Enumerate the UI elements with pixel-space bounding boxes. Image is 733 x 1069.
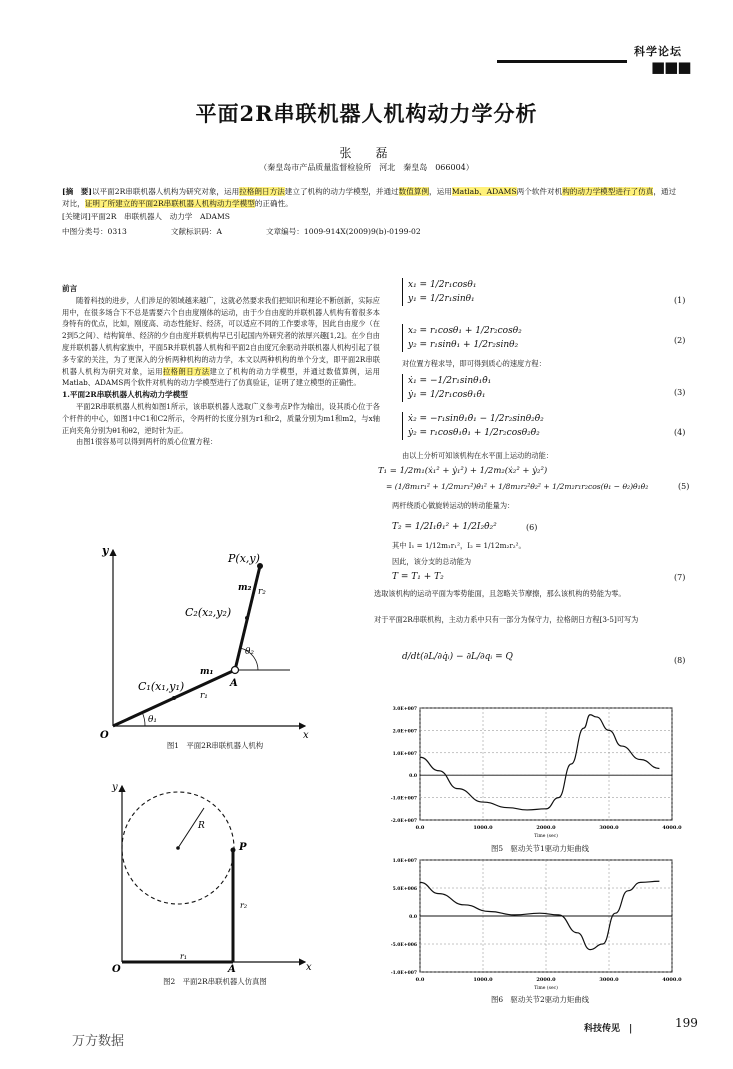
- chart5-y-tick-label: -1.0E+007: [390, 796, 417, 802]
- fig1-label-y: y: [102, 544, 109, 557]
- figure-5-torque-chart: [380, 700, 690, 838]
- section-1-paragraph-1: 平面2R串联机器人机构如图1所示，该串联机器人选取广义参考点P作为输出，设其质心位于各个杆件的中心，如图1中C1和C2所示，令两杆的长度分别为r1和r2，质量分别为m1和m2，与x轴正向夹角分别为θ1和θ2，逆时针为正。: [62, 401, 380, 435]
- equation-4: [402, 412, 544, 440]
- fig1-centroid-c2: [245, 616, 249, 620]
- paper-title: 平面2R串联机器人机构动力学分析: [195, 101, 538, 126]
- chart5-x-tick-label: 1000.0: [473, 825, 493, 831]
- abstract-text-5: ，通过对比，: [62, 187, 677, 208]
- fig2-label-p: P: [239, 842, 247, 853]
- fig2-point-p: [231, 848, 236, 853]
- abstract-text-3: ，运用: [429, 187, 452, 196]
- author-name: 张 磊: [339, 146, 394, 160]
- abstract: [62, 186, 682, 209]
- fig1-label-m1: m₁: [200, 667, 214, 677]
- fig1-label-a: A: [230, 678, 238, 689]
- text-velocity-intro: 对位置方程求导，即可得到质心的速度方程：: [402, 359, 546, 368]
- chart5-y-tick-label: 1.0E+007: [392, 751, 417, 757]
- equation-5-line-b: = (1/8m₁r₁² + 1/2m₂r₁²)θ̇₁² + 1/8m₂r₂²θ̇₂² + 1/2m₂r₁r₂cos(θ₁ − θ₂)θ̇₁θ̇₂: [386, 482, 649, 491]
- chart6-y-tick-label: -1.0E+007: [390, 971, 417, 976]
- equation-3: [402, 374, 491, 402]
- abstract-highlight-3: Matlab、ADAMS: [451, 187, 517, 196]
- page-number: 199: [675, 1016, 698, 1030]
- text-total-energy-intro: 因此，该分支的总动能为: [392, 557, 472, 566]
- equation-3-line-b: ẏ₁ = 1/2r₁cosθ₁θ̇₁: [408, 390, 486, 400]
- header-rule: [497, 60, 627, 63]
- equation-2-line-a: x₂ = r₁cosθ₁ + 1/2r₂cosθ₂: [408, 326, 522, 336]
- chart6-y-tick-label: 1.0E+007: [392, 859, 417, 864]
- left-column-text: [62, 283, 380, 448]
- preface-highlight: 拉格朗日方法: [163, 366, 210, 376]
- equation-7-number: (7): [674, 573, 686, 582]
- abstract-text-6: 的正确性。: [254, 198, 293, 208]
- chart5-y-tick-label: 2.0E+007: [392, 729, 417, 735]
- chart5-x-tick-label: 2000.0: [536, 825, 556, 831]
- chart6-x-tick-label: 4000.0: [662, 977, 682, 983]
- fig2-label-y: y: [112, 782, 118, 793]
- fig1-label-p: P(x,y): [228, 552, 260, 565]
- abstract-highlight-2: 数值算例: [398, 187, 430, 196]
- equation-1-number: (1): [674, 296, 686, 305]
- author-affiliation: （秦皇岛市产品质量监督检验所 河北 秦皇岛 066004）: [259, 163, 474, 172]
- figure-6-torque-chart: [380, 852, 690, 990]
- preface-heading: 前言: [62, 284, 78, 293]
- text-kinetic-energy-intro: 由以上分析可知该机构在水平面上运动的动能：: [402, 451, 553, 460]
- chart6-x-tick-label: 0.0: [415, 977, 425, 983]
- database-watermark: 万方数据: [72, 1034, 125, 1049]
- figure-6-caption: 图6 驱动关节2驱动力矩曲线: [490, 995, 590, 1004]
- figure-2-caption: 图2 平面2R串联机器人仿真图: [163, 977, 267, 986]
- chart5-x-axis-label: Time (sec): [534, 834, 558, 838]
- chart5-y-tick-label: 0.0: [409, 774, 417, 780]
- fig2-label-r1: r₁: [180, 952, 188, 961]
- equation-5-number: (5): [678, 482, 690, 491]
- abstract-highlight-1: 拉格朗日方法: [239, 187, 285, 196]
- fig2-label-a: A: [228, 964, 236, 972]
- fig2-label-x: x: [306, 962, 312, 972]
- figure-1-mechanism-diagram: [90, 538, 340, 738]
- equation-1: [402, 278, 476, 306]
- fig1-label-c2: C₂(x₂,y₂): [185, 606, 232, 619]
- equation-6-inertia: 其中 I₁ = 1/12m₁r₁²，I₂ = 1/12m₂r₂²。: [392, 541, 526, 550]
- preface-text-2: 建立了机构的动力学模型，并通过数值算例，运用Matlab、ADAMS两个软件对机构的动力学模型进行了仿真验证，证明了建立模型的正确性。: [62, 366, 380, 388]
- section-1-paragraph-2: 由图1很容易可以得到两杆的质心位置方程：: [76, 437, 218, 447]
- fig1-centroid-c1: [172, 696, 176, 700]
- equation-3-number: (3): [674, 388, 686, 397]
- equation-4-number: (4): [674, 428, 686, 437]
- journal-logo-mark: ■■■: [651, 58, 691, 76]
- equation-7: T = T₁ + T₂: [392, 572, 444, 582]
- chart6-x-tick-label: 3000.0: [599, 977, 619, 983]
- chart6-x-tick-label: 1000.0: [473, 977, 493, 983]
- figure-1-caption: 图1 平面2R串联机器人机构: [166, 741, 264, 750]
- equation-4-line-b: ẏ₂ = r₁cosθ₁θ̇₁ + 1/2r₂cosθ₂θ̇₂: [408, 428, 540, 438]
- chart6-y-tick-label: 0.0: [409, 915, 417, 920]
- chart5-y-tick-label: 3.0E+007: [392, 707, 417, 712]
- fig1-label-theta1: θ₁: [148, 715, 158, 725]
- abstract-text-1: 以平面2R串联机器人机构为研究对象，运用: [91, 187, 240, 196]
- chart6-x-tick-label: 2000.0: [536, 977, 556, 983]
- text-lagrange-intro: 对于平面2R串联机构，主动力系中只有一部分为保守力，拉格朗日方程[3-5]可写为: [374, 615, 639, 624]
- abstract-highlight-4: 构的动力学模型进行了仿真: [562, 187, 654, 196]
- fig1-label-c1: C₁(x₁,y₁): [138, 680, 185, 693]
- chart5-x-tick-label: 0.0: [415, 825, 425, 831]
- chart6-y-tick-label: -5.0E+006: [390, 943, 417, 948]
- section-1-heading: 1.平面2R串联机器人机构动力学模型: [62, 390, 188, 400]
- right-column: [374, 278, 696, 698]
- clc-number: 中图分类号：0313: [62, 227, 127, 236]
- fig1-label-r1: r₁: [200, 691, 208, 701]
- fig2-label-o: O: [112, 964, 121, 972]
- journal-section-label: 科学论坛: [634, 45, 682, 58]
- chart5-x-tick-label: 4000.0: [662, 825, 682, 831]
- equation-5-line-a: T₁ = 1/2m₁(ẋ₁² + ẏ₁²) + 1/2m₂(ẋ₂² + ẏ₂²): [378, 466, 548, 476]
- figure-5-caption: 图5 驱动关节1驱动力矩曲线: [490, 844, 590, 853]
- abstract-text-4: 两个软件对机: [516, 187, 563, 196]
- chart6-y-tick-label: 5.0E+006: [392, 887, 417, 892]
- equation-1-line-a: x₁ = 1/2r₁cosθ₁: [408, 280, 477, 290]
- keywords: [关键词]平面2R 串联机器人 动力学 ADAMS: [62, 212, 231, 221]
- fig1-label-theta2: θ₂: [245, 647, 255, 657]
- equation-2-number: (2): [674, 336, 686, 345]
- abstract-text-2: 建立了机构的动力学模型，并通过: [284, 187, 399, 196]
- text-potential-energy: 选取该机构的运动平面为零势能面，且忽略关节摩擦，那么该机构的势能为零。: [374, 589, 626, 598]
- equation-6: T₂ = 1/2I₁θ̇₁² + 1/2I₂θ̇₂²: [392, 522, 497, 532]
- equation-8: d/dt(∂L/∂q̇ᵢ) − ∂L/∂qᵢ = Q: [402, 652, 513, 662]
- equation-1-line-b: y₁ = 1/2r₁sinθ₁: [408, 294, 475, 304]
- figure-2-simulation-diagram: [100, 778, 330, 972]
- equation-8-number: (8): [674, 656, 686, 665]
- classification-line: [62, 226, 682, 238]
- fig1-label-m2: m₂: [238, 583, 252, 593]
- document-code: 文献标识码：A: [170, 227, 222, 236]
- equation-6-number: (6): [526, 523, 538, 532]
- text-rotational-energy-intro: 两杆绕质心做旋转运动的转动能量为：: [392, 501, 515, 510]
- fig1-label-x: x: [303, 730, 309, 738]
- equation-2: [402, 324, 522, 352]
- equation-3-line-a: ẋ₁ = −1/2r₁sinθ₁θ̇₁: [408, 376, 492, 386]
- chart6-x-axis-label: Time (sec): [534, 986, 558, 990]
- fig1-joint-a: [232, 667, 239, 674]
- preface-text-1: 随着科技的进步，人们涉足的领域越来越广，这就必然要求我们把知识和理论不断创新，实际应用中，在很多场合下不总是需要六个自由度刚体的运动，由于少自由度的并联机器人机构有着很多本身特有的优点，比如，刚度高、动态性能好、经济，可以适应不同的工作要求等，因此自由度少（在2到5之间）、结构简单、经济的少自由度并联机构早已引起国内外研究者的浓厚兴趣[1,2]。在少自由度并联机器人机构家族中，平面5R并联机器人机构和平面2自由度冗余驱动并联机器人机构引起了很多专家的关注，为了更深入的分析两种机构的动力学，本文以两种机构的单个分支，即平面2R串联机器人机构为研究对象，运用: [62, 295, 380, 376]
- equation-2-line-b: y₂ = r₁sinθ₁ + 1/2r₂sinθ₂: [408, 340, 519, 350]
- equation-4-line-a: ẋ₂ = −r₁sinθ₁θ̇₁ − 1/2r₂sinθ₂θ̇₂: [408, 414, 544, 424]
- journal-name-footer: 科技传见 |: [584, 1024, 633, 1034]
- preface-paragraph: [62, 295, 380, 389]
- abstract-highlight-5: 证明了所建立的平面2R串联机器人机构动力学模型: [84, 198, 255, 208]
- article-number: 文章编号：1009-914X(2009)9(b)-0199-02: [265, 227, 421, 236]
- abstract-label: [摘 要]: [62, 187, 92, 196]
- chart5-y-tick-label: -2.0E+007: [390, 819, 417, 824]
- fig2-label-r2: r₂: [240, 901, 248, 910]
- fig2-label-r: R: [198, 821, 205, 831]
- chart5-x-tick-label: 3000.0: [599, 825, 619, 831]
- fig1-label-o: O: [100, 730, 109, 738]
- fig1-label-r2: r₂: [258, 587, 266, 597]
